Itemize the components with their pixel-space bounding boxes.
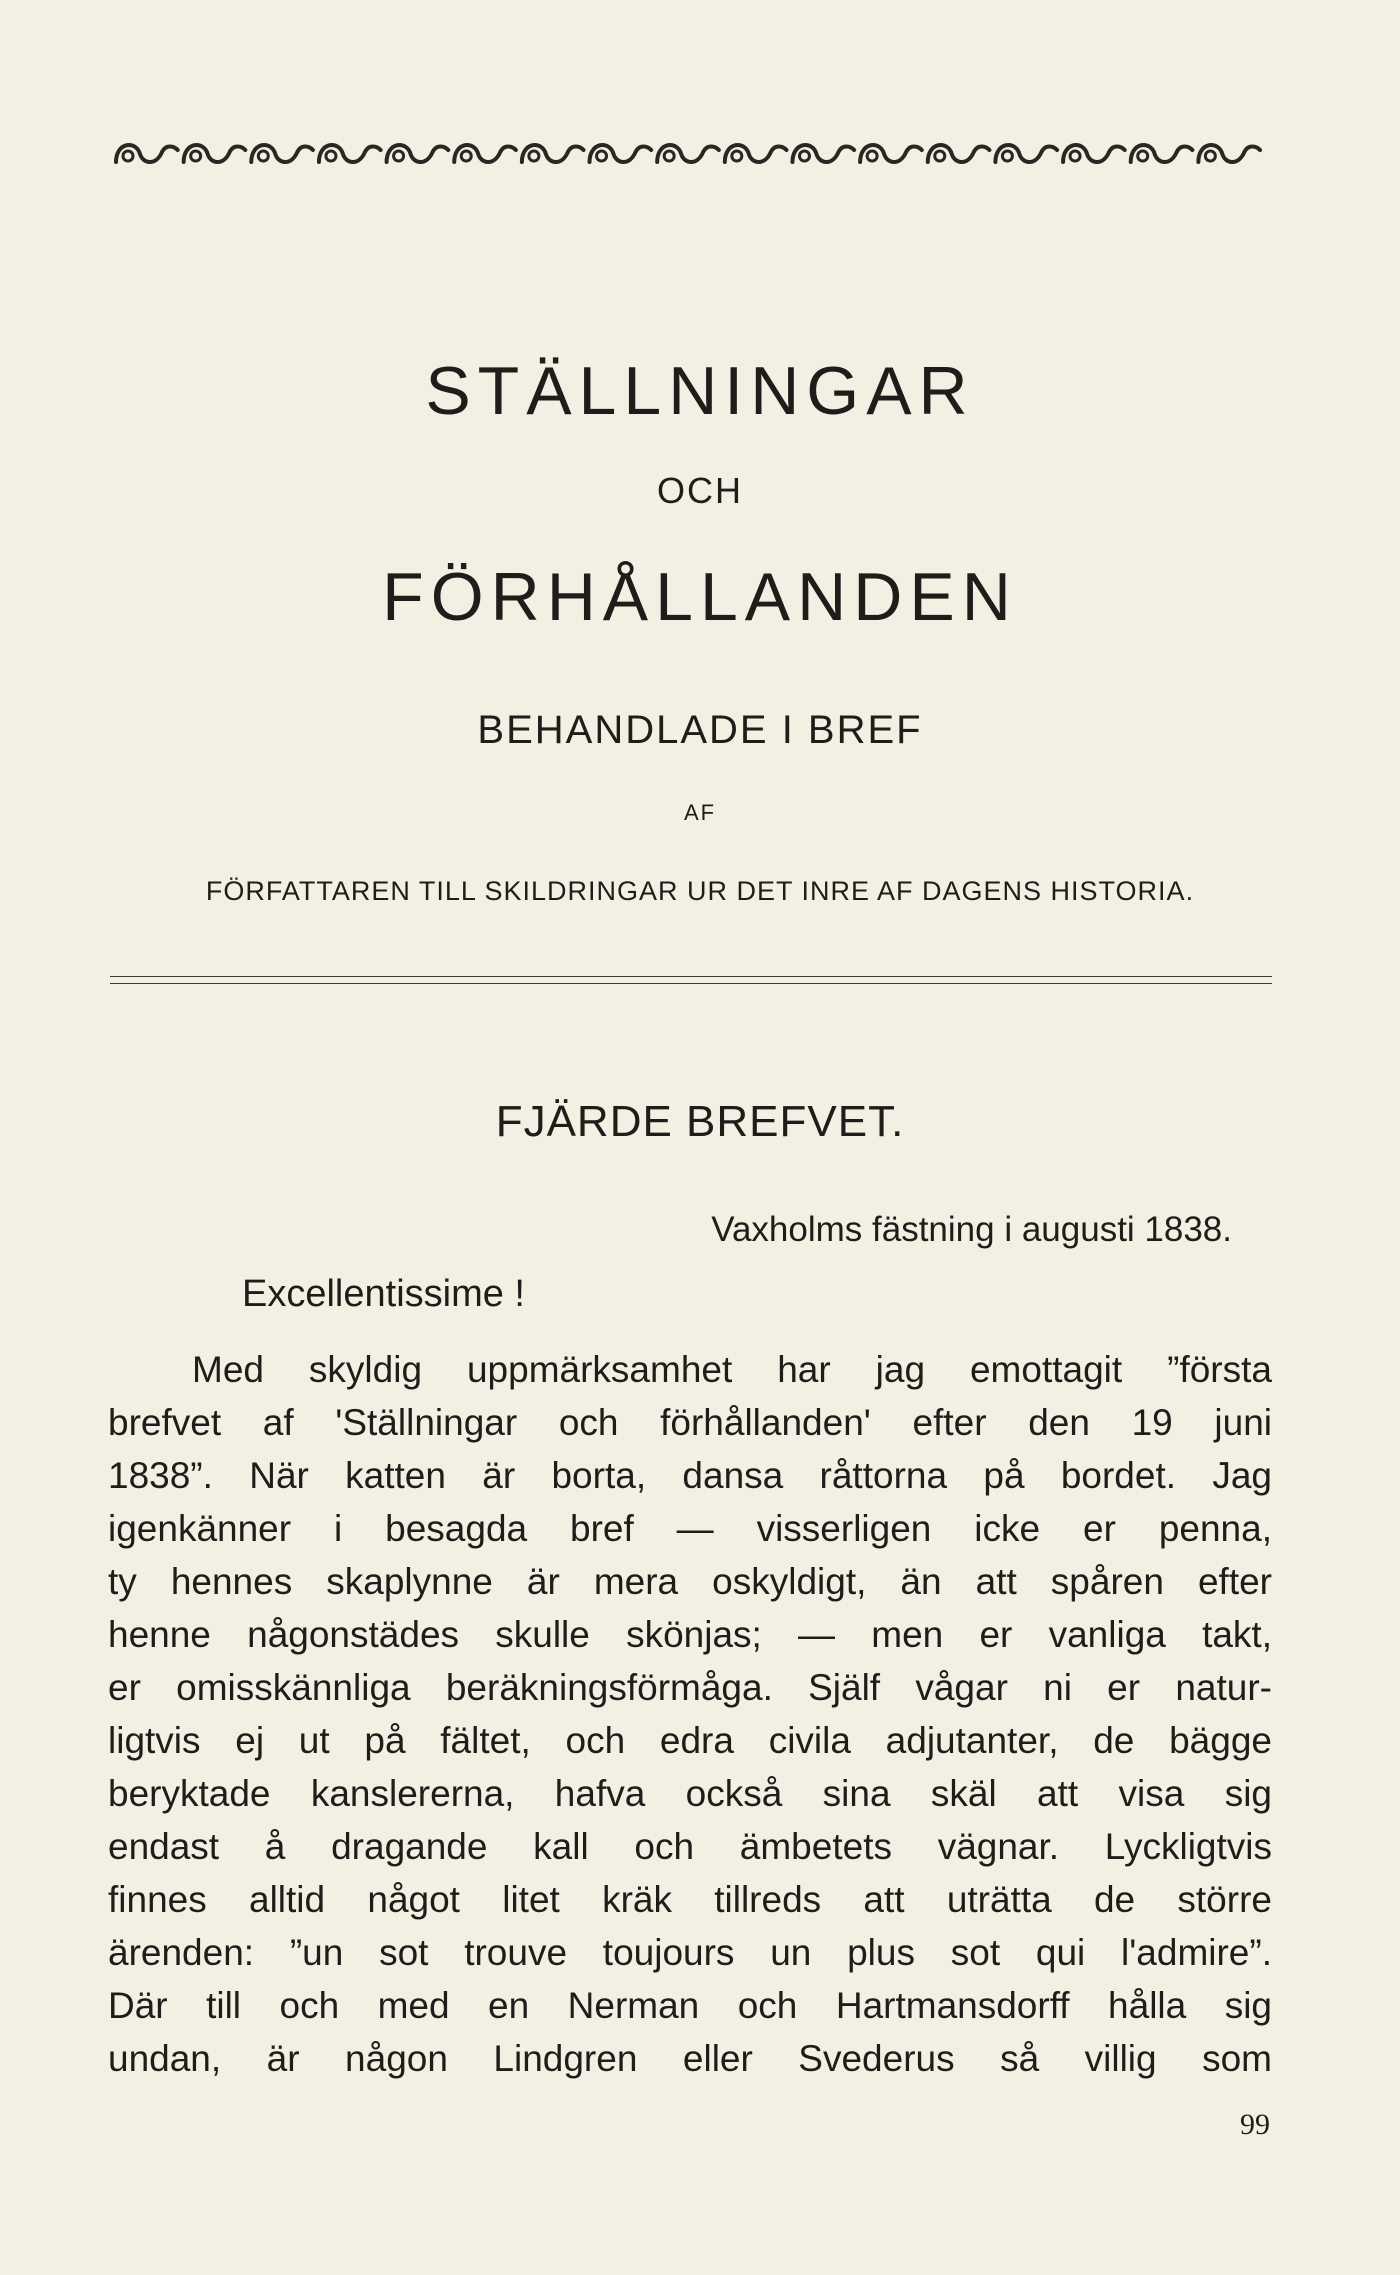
ornament-curl xyxy=(664,151,674,161)
ornament-curl xyxy=(394,151,404,161)
ornament-curl xyxy=(529,151,539,161)
subtitle: BEHANDLADE I BREF xyxy=(477,708,923,752)
body-line: henne någonstädes skulle skönjas; — men er vanliga takt, xyxy=(108,1614,1272,1655)
scroll-wave-ornament-icon xyxy=(112,136,1262,172)
body-line: igenkänner i besagda bref — visserligen icke er penna, xyxy=(108,1508,1272,1549)
body-line: endast å dragande kall och ämbetets vägnar. Lyckligtvis xyxy=(108,1826,1272,1867)
body-line: er omisskännliga beräkningsförmåga. Själf vågar ni er natur- xyxy=(108,1667,1272,1708)
body-line: undan, är någon Lindgren eller Svederus så villig som xyxy=(108,2038,1272,2079)
ornament-curl xyxy=(799,151,809,161)
letter-dateline: Vaxholms fästning i augusti 1838. xyxy=(711,1210,1232,1249)
divider-rule-bottom xyxy=(110,983,1272,984)
ornament-curl xyxy=(461,151,471,161)
ornament-curl xyxy=(123,151,133,161)
body-line: ärenden: ”un sot trouve toujours un plus sot qui l'admire”. xyxy=(108,1932,1272,1973)
title-line-2: FÖRHÅLLANDEN xyxy=(382,559,1018,635)
ornament-curl xyxy=(1138,151,1148,161)
title-connector: OCH xyxy=(657,470,743,511)
ornament-curl xyxy=(597,151,607,161)
ornament-curl xyxy=(191,151,201,161)
author-line: FÖRFATTAREN TILL SKILDRINGAR UR DET INRE AF DAGENS HISTORIA. xyxy=(205,876,1195,906)
ornament-curl xyxy=(732,151,742,161)
ornament-curl xyxy=(258,151,268,161)
body-line: ligtvis ej ut på fältet, och edra civila adjutanter, de bägge xyxy=(108,1720,1272,1761)
byline-connector: AF xyxy=(683,800,717,825)
ornament-curl xyxy=(1205,151,1215,161)
ornament-curl xyxy=(1070,151,1080,161)
body-line: 1838”. När katten är borta, dansa råttorna på bordet. Jag xyxy=(108,1455,1272,1496)
letter-salutation: Excellentissime ! xyxy=(242,1273,525,1315)
ornament-curl xyxy=(1002,151,1012,161)
body-line: Där till och med en Nerman och Hartmansdorff hålla sig xyxy=(108,1985,1272,2026)
ornament-curl xyxy=(935,151,945,161)
title-line-1: STÄLLNINGAR xyxy=(425,353,975,429)
letter-body xyxy=(108,1343,1272,2085)
body-line: beryktade kanslererna, hafva också sina skäl att visa sig xyxy=(108,1773,1272,1814)
ornament-curl xyxy=(326,151,336,161)
divider-rule-top xyxy=(110,976,1272,977)
ornament-curl xyxy=(867,151,877,161)
body-line: finnes alltid något litet kräk tillreds att uträtta de större xyxy=(108,1879,1272,1920)
body-line: ty hennes skaplynne är mera oskyldigt, än att spåren efter xyxy=(108,1561,1272,1602)
page-number: 99 xyxy=(1240,2108,1270,2141)
body-line: Med skyldig uppmärksamhet har jag emottagit ”första xyxy=(192,1349,1272,1390)
body-line: brefvet af 'Ställningar och förhållanden' efter den 19 juni xyxy=(108,1402,1272,1443)
letter-heading: FJÄRDE BREFVET. xyxy=(495,1097,905,1146)
